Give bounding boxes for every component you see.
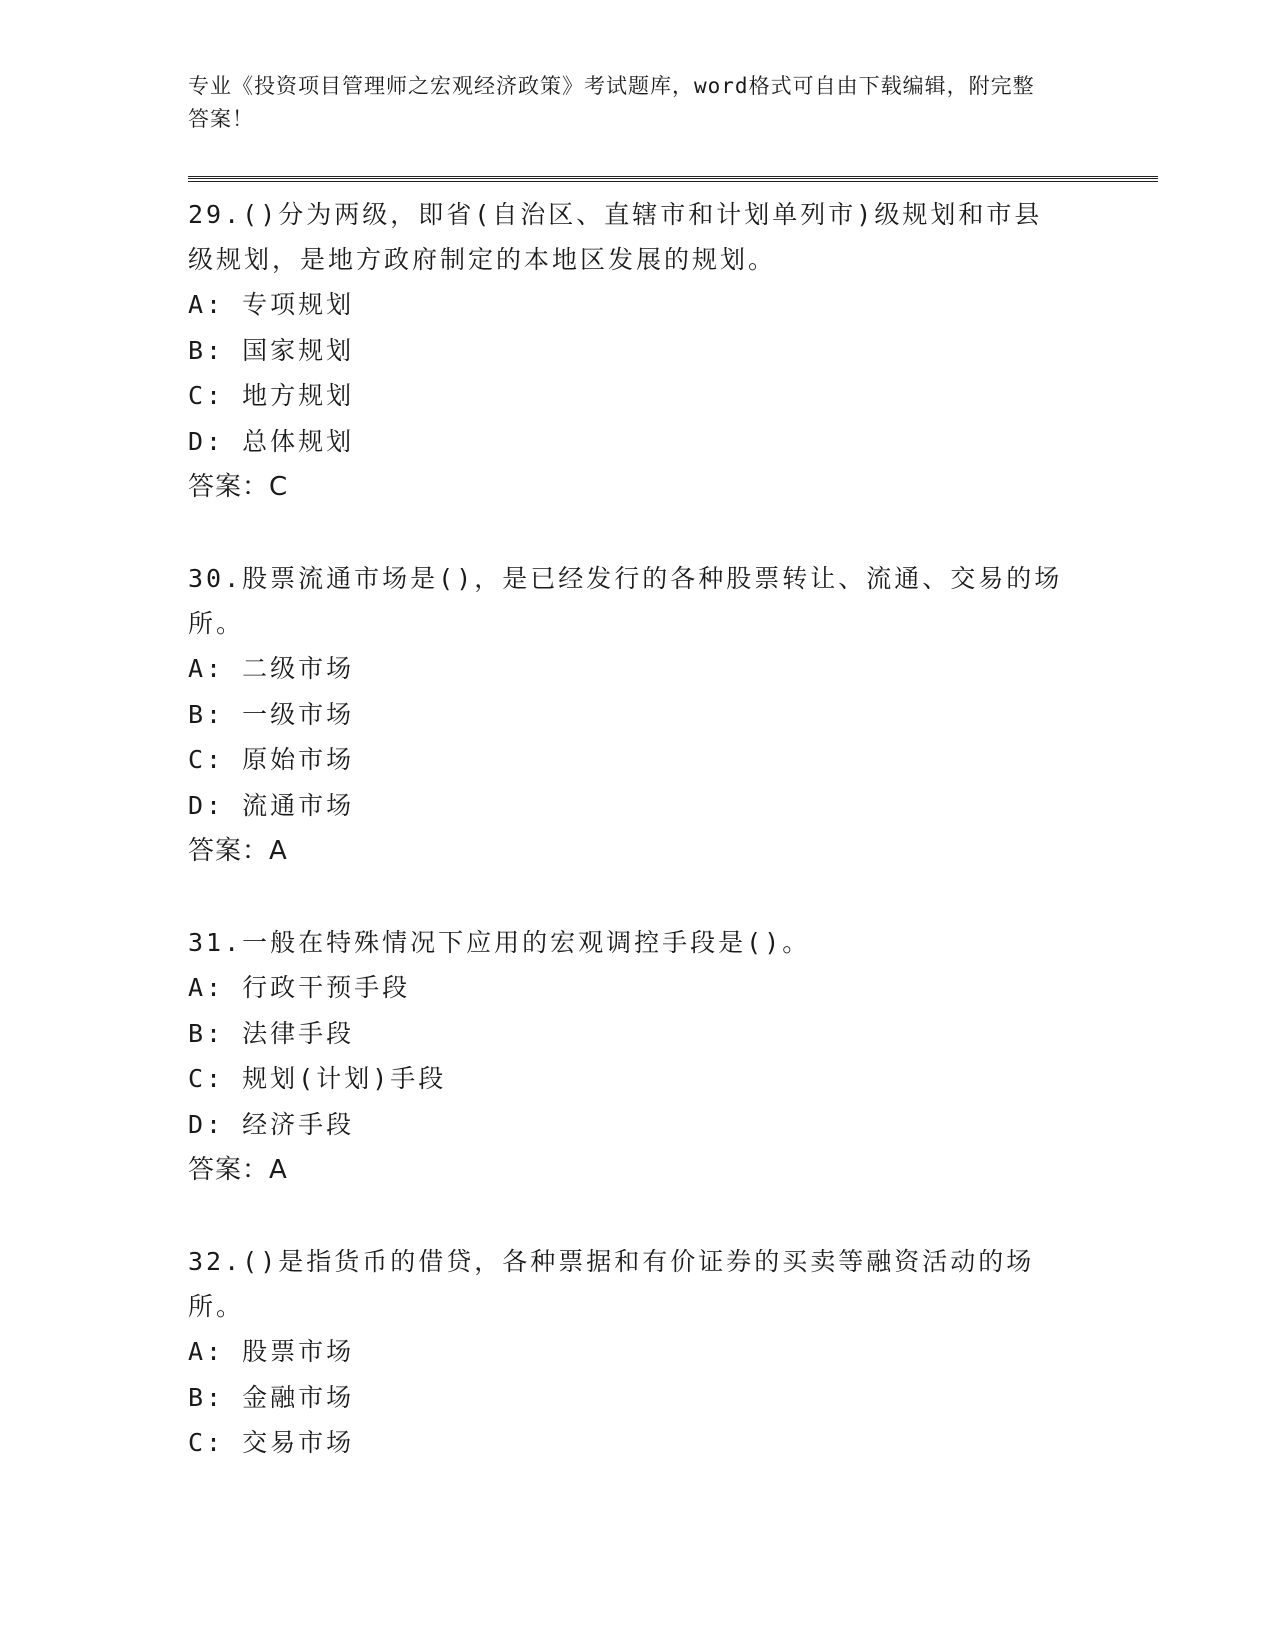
question-30 — [188, 556, 1158, 874]
question-31 — [188, 920, 1158, 1193]
option-c: C: 原始市场 — [188, 745, 355, 774]
header-divider — [188, 176, 1158, 182]
option-d: D: 总体规划 — [188, 426, 355, 456]
option-a: A: 股票市场 — [188, 1337, 355, 1366]
question-stem: 30.股票流通市场是()，是已经发行的各种股票转让、流通、交易的场所。 — [188, 564, 1063, 638]
option-c: C: 交易市场 — [188, 1428, 355, 1457]
option-b: B: 法律手段 — [188, 1018, 355, 1048]
option-c: C: 地方规划 — [188, 381, 355, 410]
document-header: 专业《投资项目管理师之宏观经济政策》考试题库，word格式可自由下载编辑，附完整答案！ — [188, 74, 1035, 131]
question-32 — [188, 1239, 1158, 1466]
option-a: A: 行政干预手段 — [188, 973, 411, 1002]
option-c: C: 规划(计划)手段 — [188, 1064, 447, 1093]
option-a: A: 二级市场 — [188, 654, 355, 683]
question-stem: 29.()分为两级，即省(自治区、直辖市和计划单列市)级规划和市县级规划，是地方政府制定的本地区发展的规划。 — [188, 200, 1043, 274]
question-stem: 31.一般在特殊情况下应用的宏观调控手段是()。 — [188, 928, 811, 957]
question-29 — [188, 192, 1158, 510]
answer: 答案：A — [188, 836, 288, 866]
option-d: D: 经济手段 — [188, 1109, 355, 1139]
document-page — [188, 70, 1158, 1512]
option-b: B: 国家规划 — [188, 335, 355, 365]
question-list — [188, 192, 1158, 1466]
option-a: A: 专项规划 — [188, 290, 355, 319]
option-b: B: 金融市场 — [188, 1382, 355, 1412]
option-d: D: 流通市场 — [188, 790, 355, 820]
question-stem: 32.()是指货币的借贷，各种票据和有价证券的买卖等融资活动的场所。 — [188, 1247, 1035, 1321]
option-b: B: 一级市场 — [188, 699, 355, 729]
answer: 答案：C — [188, 472, 289, 502]
answer: 答案：A — [188, 1155, 288, 1185]
